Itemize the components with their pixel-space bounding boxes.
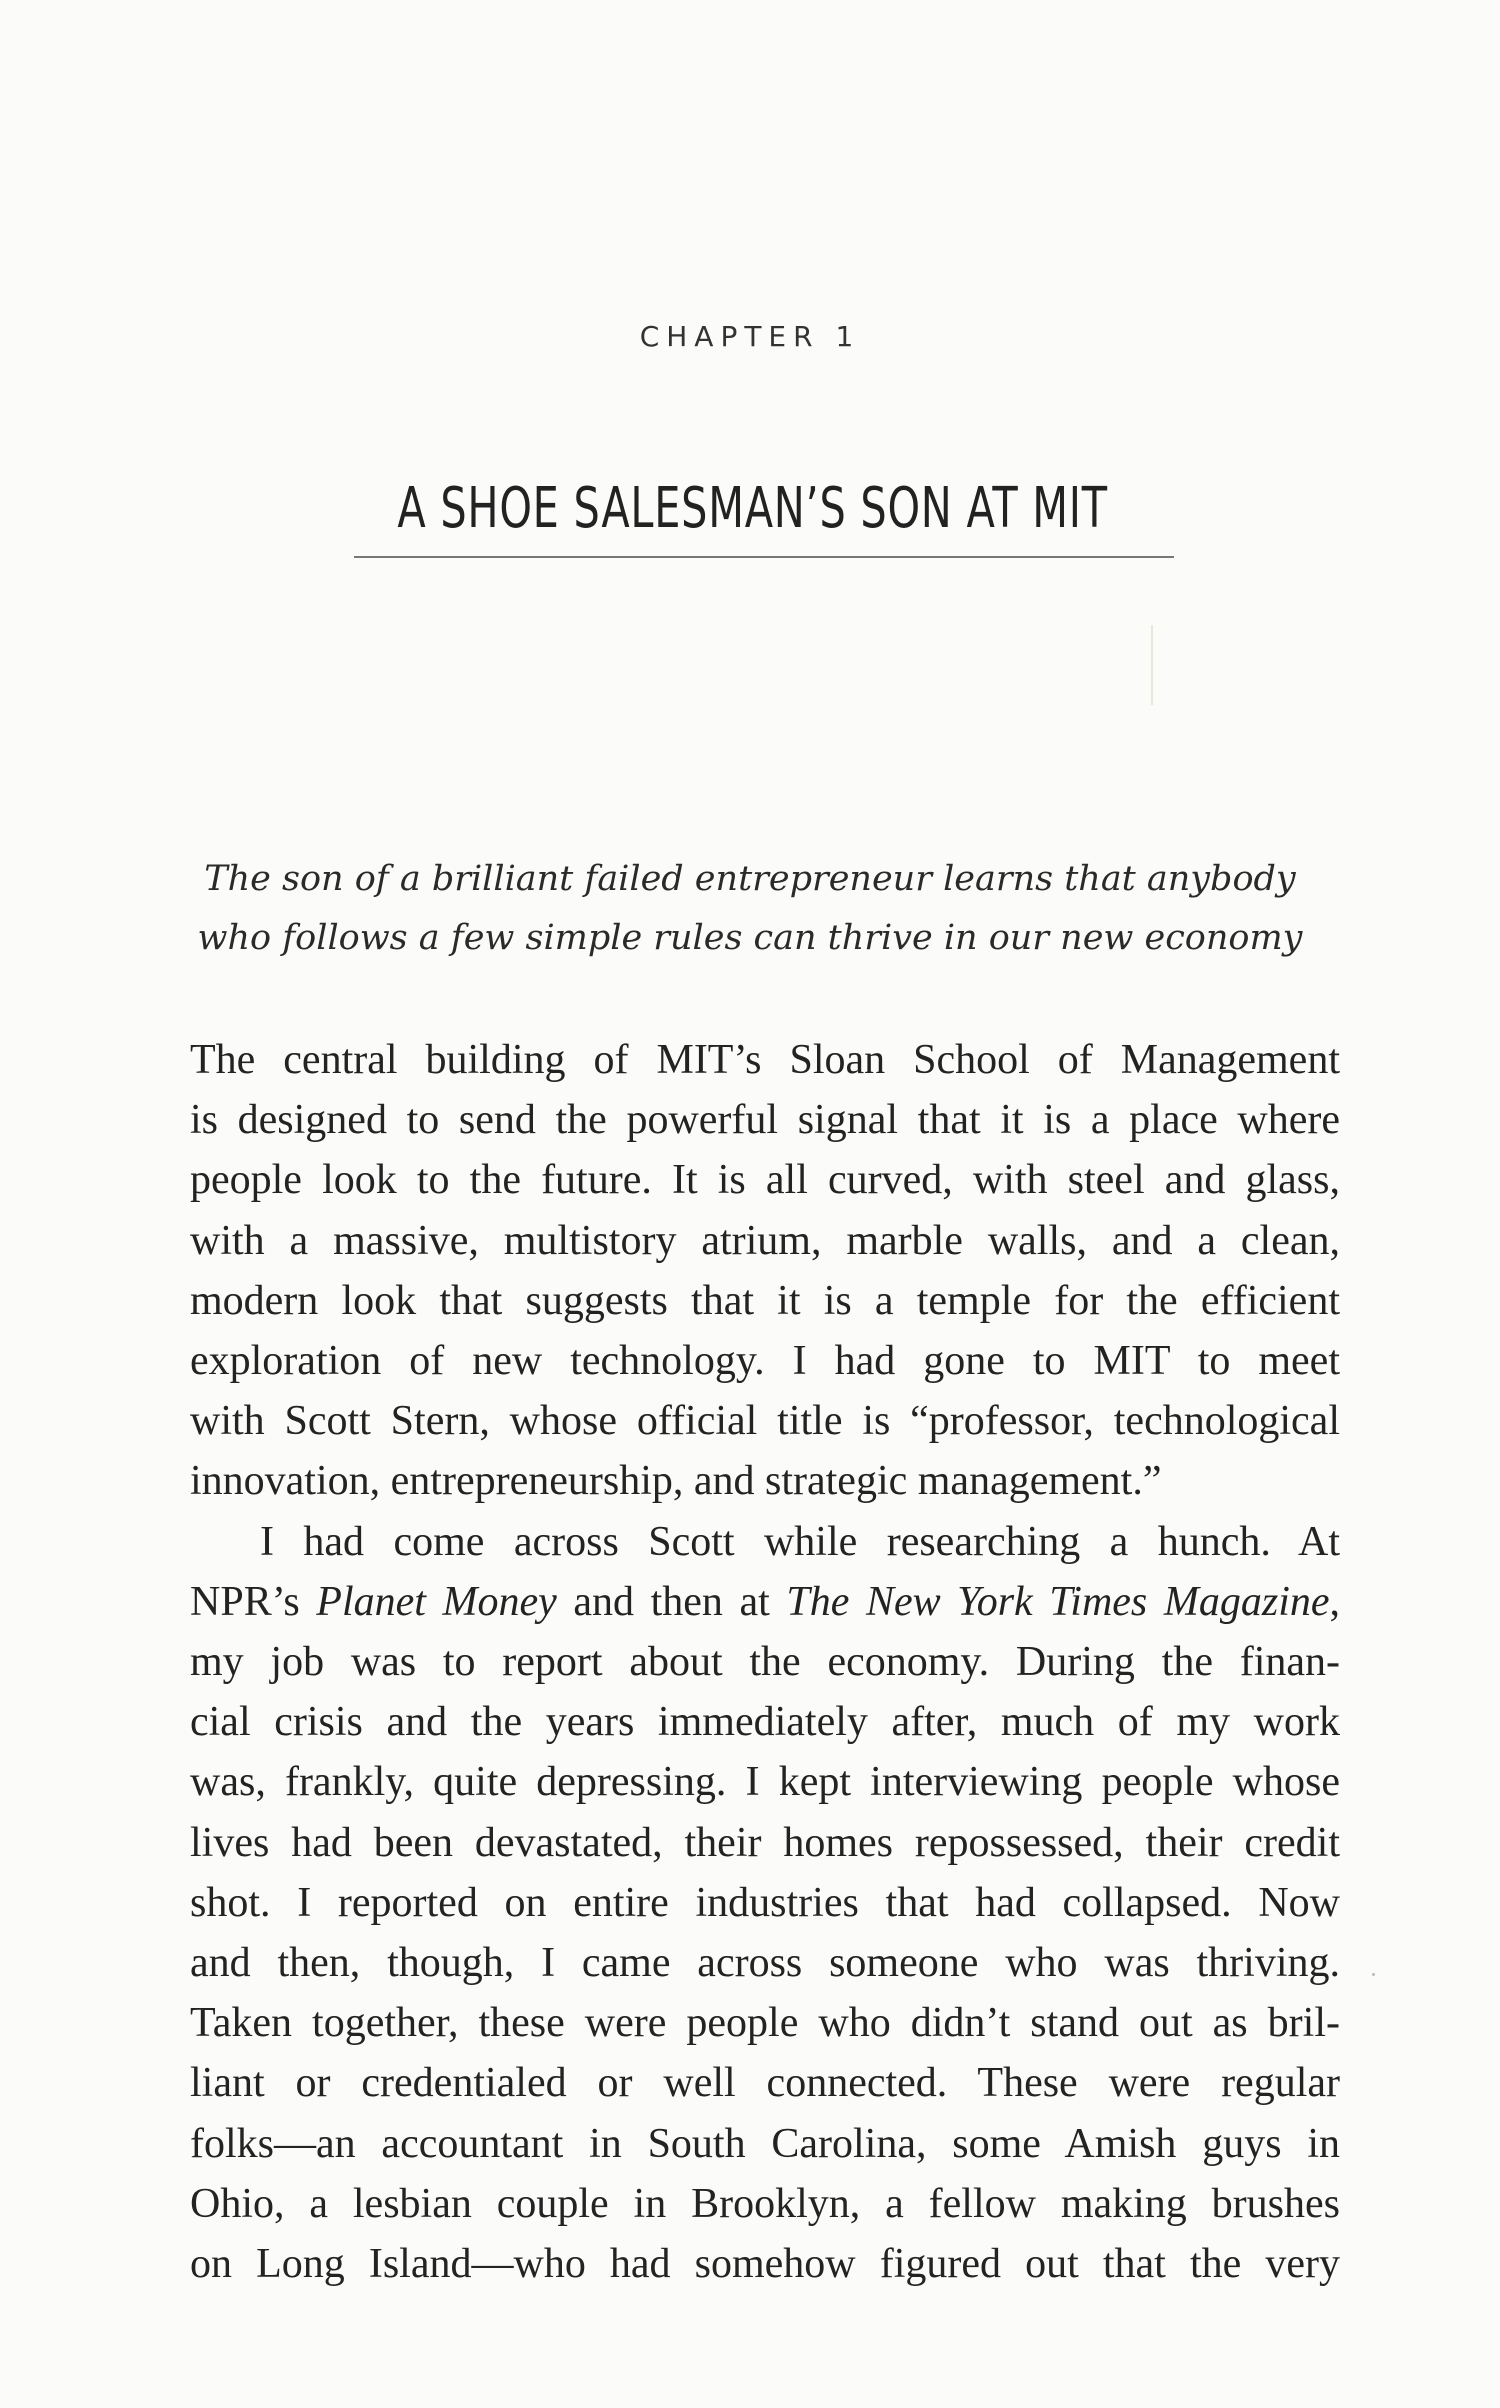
- scan-artifact: [1151, 625, 1153, 705]
- text-line: innovation, entrepreneurship, and strategic management.”: [190, 1458, 1162, 1505]
- scan-speck: [1372, 1973, 1375, 1976]
- text-line: people look to the future. It is all curved, with steel and glass,: [190, 1157, 1340, 1204]
- text-line: exploration of new technology. I had gone to MIT to meet: [190, 1338, 1340, 1385]
- chapter-label: CHAPTER 1: [639, 320, 861, 353]
- text-line: is designed to send the powerful signal that it is a place where: [190, 1097, 1340, 1144]
- text-line: my job was to report about the economy. During the finan-: [190, 1639, 1340, 1686]
- text-line: The central building of MIT’s Sloan School of Management: [190, 1037, 1340, 1083]
- chapter-epigraph: [0, 850, 1500, 968]
- text-line: Ohio, a lesbian couple in Brooklyn, a fellow making brushes: [190, 2180, 1340, 2227]
- text-line: cial crisis and the years immediately after, much of my work: [190, 1699, 1340, 1746]
- paragraph-1: [190, 1030, 1340, 1512]
- text-line: and then, though, I came across someone who was thriving.: [190, 1940, 1340, 1987]
- chapter-title: A SHOE SALESMAN’S SON AT MIT: [397, 476, 1108, 541]
- paragraph-2: [190, 1512, 1340, 2295]
- text-line: I had come across Scott while researching a hunch. At: [260, 1518, 1340, 1565]
- text-line: shot. I reported on entire industries that had collapsed. Now: [190, 1879, 1340, 1926]
- text-line: folks—an accountant in South Carolina, some Amish guys in: [190, 2120, 1340, 2167]
- text-fragment: and then at: [556, 1578, 787, 1625]
- text-line: Taken together, these were people who didn’t stand out as bril-: [190, 2000, 1340, 2047]
- text-line: lives had been devastated, their homes repossessed, their credit: [190, 1819, 1340, 1866]
- text-line: modern look that suggests that it is a temple for the efficient: [190, 1277, 1340, 1324]
- text-fragment: NPR’s: [190, 1578, 317, 1625]
- epigraph-line-1: The son of a brilliant failed entrepreneur learns that anybody: [204, 859, 1296, 899]
- text-line: liant or credentialed or well connected. These were regular: [190, 2060, 1340, 2107]
- text-line: on Long Island—who had somehow figured out that the very: [190, 2241, 1340, 2288]
- text-line: with a massive, multistory atrium, marble walls, and a clean,: [190, 1217, 1340, 1264]
- text-line: was, frankly, quite depressing. I kept interviewing people whose: [190, 1759, 1340, 1806]
- epigraph-line-2: who follows a few simple rules can thrive in our new economy: [197, 918, 1303, 958]
- publication-title: The New York Times Magazine: [786, 1578, 1330, 1625]
- text-line-with-titles: [190, 1572, 1340, 1632]
- title-underline: [354, 556, 1174, 558]
- text-fragment: ,: [1329, 1578, 1340, 1625]
- publication-title: Planet Money: [316, 1578, 557, 1625]
- body-text: [190, 1030, 1340, 2294]
- text-line: with Scott Stern, whose official title is “professor, technological: [190, 1398, 1340, 1445]
